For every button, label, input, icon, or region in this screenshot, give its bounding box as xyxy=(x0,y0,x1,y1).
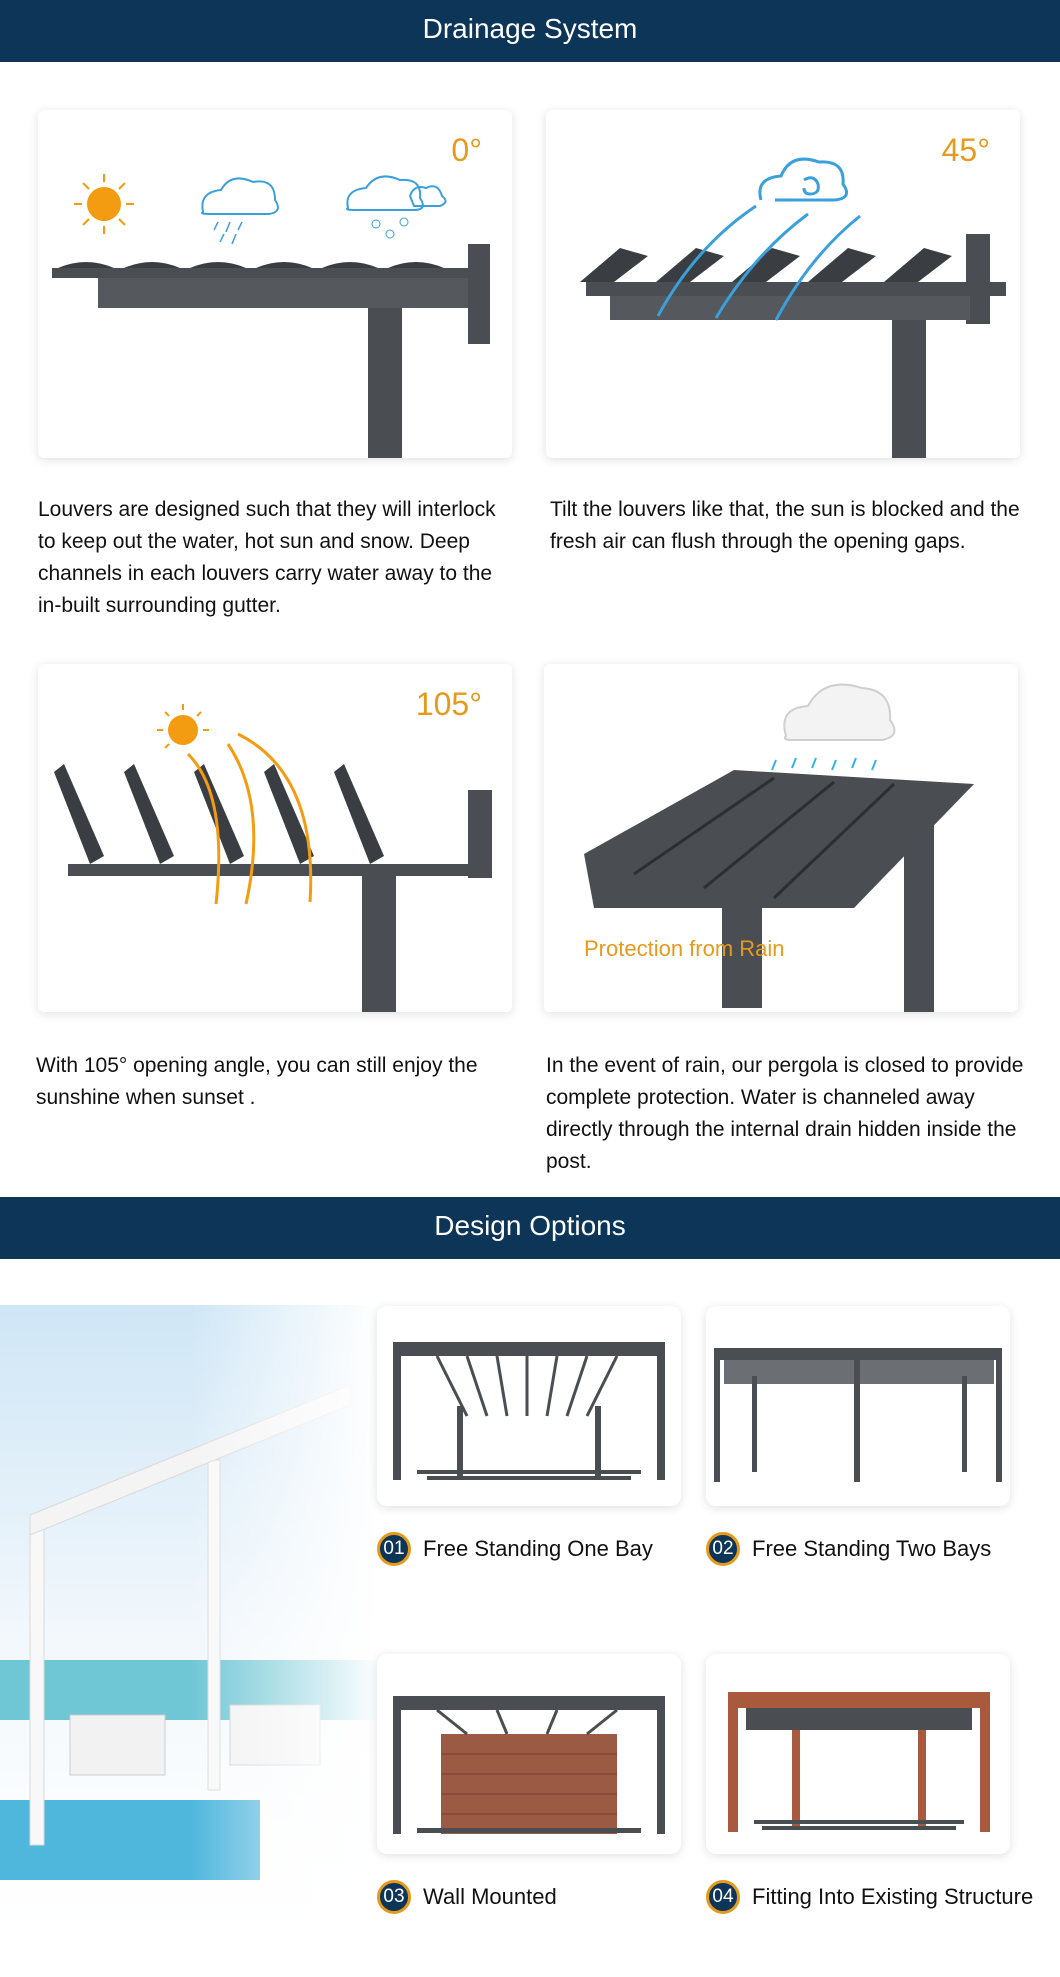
design-banner xyxy=(0,1197,1060,1259)
louver-card-45-degree xyxy=(546,110,1020,458)
rain-description: In the event of rain, our pergola is closed to provide complete protection. Water is channeled away directly through the internal drain hidden inside the post. xyxy=(546,1054,1024,1173)
option-label-04 xyxy=(706,1880,1033,1914)
option-number-badge: 01 xyxy=(377,1532,411,1566)
angle-label: 105° xyxy=(415,686,482,722)
option-number-badge: 04 xyxy=(706,1880,740,1914)
louver-card-rain-protection xyxy=(544,664,1018,1012)
option-number-badge: 02 xyxy=(706,1532,740,1566)
design-title: Design Options xyxy=(434,1210,626,1241)
louver-0-description: Louvers are designed such that they will interlock to keep out the water, hot sun and snow. Deep channels in each louvers carry water away to the in-built surrounding gutter. xyxy=(38,498,496,617)
option-card-two-bays[interactable] xyxy=(706,1306,1010,1506)
option-label-02 xyxy=(706,1532,991,1566)
angle-label: 45° xyxy=(941,132,990,168)
louver-45-description: Tilt the louvers like that, the sun is blocked and the fresh air can flush through the opening gaps. xyxy=(550,498,1020,553)
option-name: Fitting Into Existing Structure xyxy=(752,1884,1034,1909)
louver-closed-illustration xyxy=(38,110,512,458)
option-name: Wall Mounted xyxy=(423,1884,557,1909)
existing-structure-pergola-illustration xyxy=(706,1654,1010,1854)
option-label-01 xyxy=(377,1532,653,1566)
option-name: Free Standing Two Bays xyxy=(752,1536,992,1561)
drainage-banner xyxy=(0,0,1060,62)
option-label-03 xyxy=(377,1880,557,1914)
rain-caption: Protection from Rain xyxy=(584,936,785,961)
drainage-title: Drainage System xyxy=(422,13,638,44)
pergola-photo xyxy=(0,1305,380,1920)
louver-card-105-degree xyxy=(38,664,512,1012)
option-card-wall-mounted[interactable] xyxy=(377,1654,681,1854)
option-name: Free Standing One Bay xyxy=(423,1536,653,1561)
two-bays-pergola-illustration xyxy=(706,1306,1010,1506)
option-card-one-bay[interactable] xyxy=(377,1306,681,1506)
wall-mounted-pergola-illustration xyxy=(377,1654,681,1854)
option-card-existing-structure[interactable] xyxy=(706,1654,1010,1854)
louver-card-0-degree xyxy=(38,110,512,458)
louver-105-description: With 105° opening angle, you can still enjoy the sunshine when sunset . xyxy=(36,1054,478,1109)
one-bay-pergola-illustration xyxy=(377,1306,681,1506)
option-number-badge: 03 xyxy=(377,1880,411,1914)
angle-label: 0° xyxy=(451,132,482,168)
